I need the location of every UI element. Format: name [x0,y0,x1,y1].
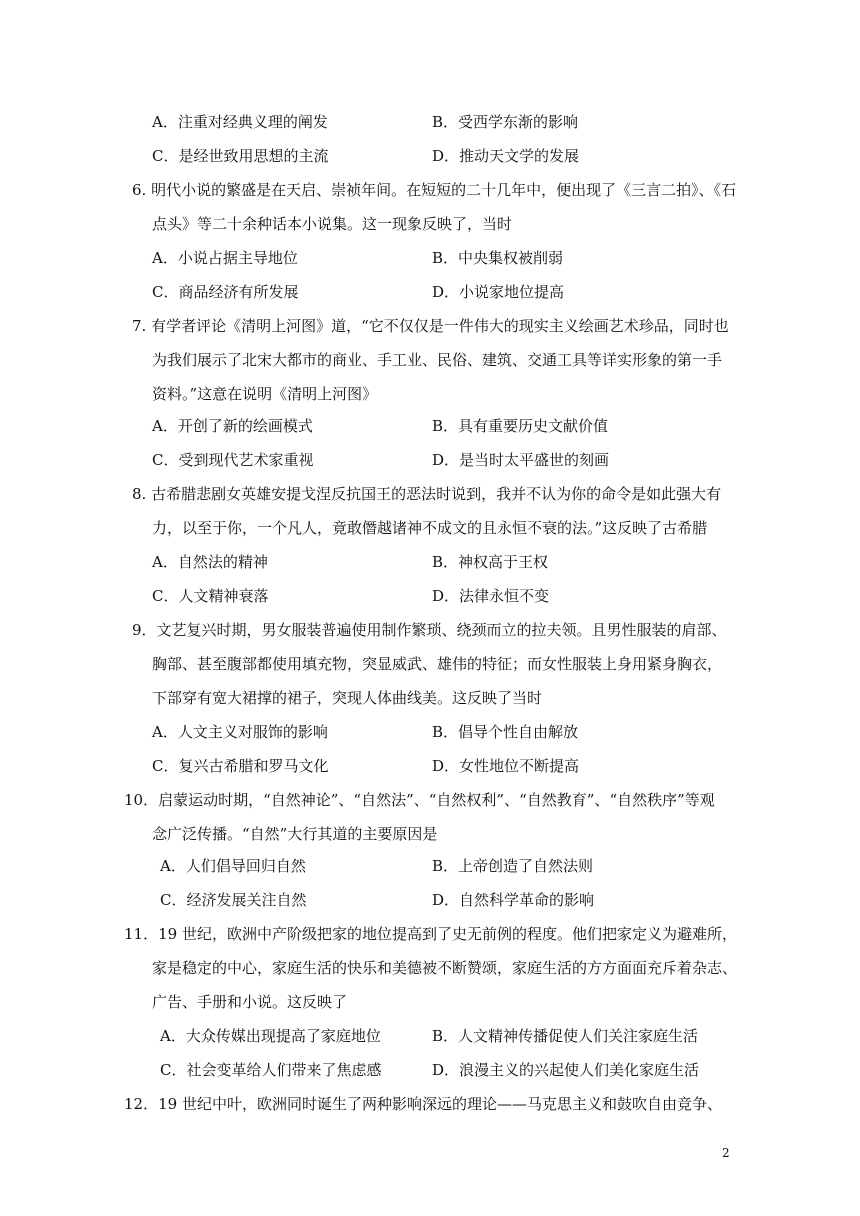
q5-option-b: B．受西学东渐的影响 [432,113,579,131]
q11-option-a: A．大众传媒出现提高了家庭地位 [160,1027,381,1045]
q6-option-b: B．中央集权被削弱 [432,249,564,267]
q9-option-b: B．倡导个性自由解放 [432,723,579,741]
q9-stem-line-2: 胸部、甚至腹部都使用填充物，突显威武、雄伟的特征；而女性服装上身用紧身胸衣， [152,655,723,673]
q7-option-c: C．受到现代艺术家重视 [152,451,314,469]
q5-option-a: A．注重对经典义理的阐发 [152,113,328,131]
q6-stem-line-1: 6. 明代小说的繁盛是在天启、崇祯年间。在短短的二十几年中，便出现了《三言二拍》、《石 [132,181,737,199]
q9-option-a: A．人文主义对服饰的影响 [152,723,328,741]
q11-option-b: B．人文精神传播促使人们关注家庭生活 [432,1027,699,1045]
q12-stem-line-1: 12．19 世纪中叶，欧洲同时诞生了两种影响深远的理论——马克思主义和鼓吹自由竞争、 [124,1095,722,1113]
q10-option-d: D．自然科学革命的影响 [432,891,595,909]
q7-option-b: B．具有重要历史文献价值 [432,417,609,435]
q7-stem-line-3: 资料。”这意在说明《清明上河图》 [152,385,378,403]
q10-stem-line-1: 10．启蒙运动时期，“自然神论”、“自然法”、“自然权利”、“自然教育”、“自然秩序”等观 [124,791,715,809]
q5-option-c: C．是经世致用思想的主流 [152,147,329,165]
q11-option-d: D．浪漫主义的兴起使人们美化家庭生活 [432,1061,700,1079]
q10-option-a: A．人们倡导回归自然 [160,857,306,875]
q8-stem-line-2: 力，以至于你，一个凡人，竟敢僭越诸神不成文的且永恒不衰的法。”这反映了古希腊 [152,519,708,537]
q9-stem-line-3: 下部穿有宽大裙撑的裙子，突现人体曲线美。这反映了当时 [152,689,543,707]
q6-option-d: D．小说家地位提高 [432,283,565,301]
q10-option-b: B．上帝创造了自然法则 [432,857,594,875]
q7-stem-line-2: 为我们展示了北宋大都市的商业、手工业、民俗、建筑、交通工具等详实形象的第一手 [152,351,723,369]
q10-stem-line-2: 念广泛传播。“自然”大行其道的主要原因是 [152,825,438,843]
q9-stem-line-1: 9．文艺复兴时期，男女服装普遍使用制作繁琐、绕颈而立的拉夫领。且男性服装的肩部、 [132,621,727,639]
q8-option-c: C．人文精神衰落 [152,587,269,605]
q6-option-a: A．小说占据主导地位 [152,249,298,267]
page-number: 2 [722,1146,730,1160]
q8-stem-line-1: 8. 古希腊悲剧女英雄安提戈涅反抗国王的恶法时说到，我并不认为你的命令是如此强大有 [132,485,722,503]
q7-option-a: A．开创了新的绘画模式 [152,417,313,435]
q9-option-c: C．复兴古希腊和罗马文化 [152,757,329,775]
q11-stem-line-3: 广告、手册和小说。这反映了 [152,993,348,1011]
q11-stem-line-1: 11．19 世纪，欧洲中产阶级把家的地位提高到了史无前例的程度。他们把家定义为避难所， [124,925,737,943]
q11-stem-line-2: 家是稳定的中心，家庭生活的快乐和美德被不断赞颂，家庭生活的方方面面充斥着杂志、 [152,959,738,977]
q11-option-c: C．社会变革给人们带来了焦虑感 [160,1061,382,1079]
q5-option-d: D．推动天文学的发展 [432,147,580,165]
q8-option-b: B．神权高于王权 [432,553,549,571]
q10-option-c: C．经济发展关注自然 [160,891,307,909]
q7-option-d: D．是当时太平盛世的刻画 [432,451,610,469]
q9-option-d: D．女性地位不断提高 [432,757,580,775]
q8-option-d: D．法律永恒不变 [432,587,550,605]
q6-option-c: C．商品经济有所发展 [152,283,299,301]
q6-stem-line-2: 点头》等二十余种话本小说集。这一现象反映了，当时 [152,215,513,233]
q7-stem-line-1: 7. 有学者评论《清明上河图》道，“它不仅仅是一件伟大的现实主义绘画艺术珍品，同时也 [132,317,729,335]
q8-option-a: A．自然法的精神 [152,553,268,571]
